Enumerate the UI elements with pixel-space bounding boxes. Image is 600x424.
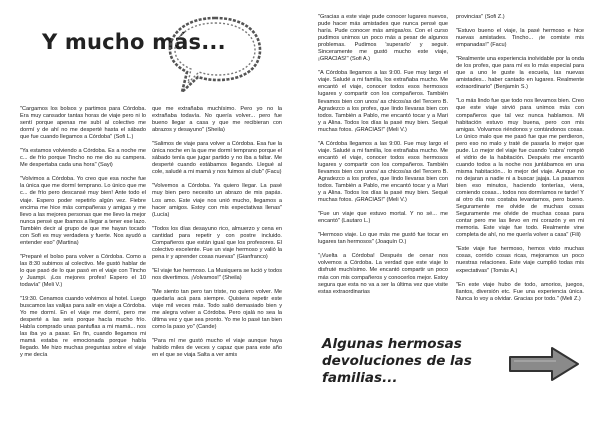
testimonial: "Lo más lindo fue que todo nos llevamos bien. Creo que este viaje sirvió para unirnos más con compañeros que tal vez nunca hablamos. Mi habitación estuvo muy buena, pero con mis amigas. Volvamos riéndonos y contándonos cosas. Lo único malo que me pasó fue que me perdieron, pero eso no malo y traté de pasarla lo mejor que pude. Lo mejor del viaje fue cuando 'cabra' rompió el vidrio de la habitación. Después me encantó cuando todos a la noche nos juntábamos en una misma habitación... lo mejor del viaje. Aunque no no dejaran a nadie ni a buscar jajaja. La pasamos bien eso minutos, haciendo tonterías, viera, comiendo cosas... todos nos dormíamos re tarde! Y al otro día nos costaba levantarnos, pero bueno. Seguramente me olvide de muchas cosas Seguramente me olvide de muchas cosas para contar pero me las llevo en mi corazón y en mi memoria. Este viaje fue todo. Realmente vine completa de ahí, no me quería volver a casa" (Fili)	[456, 98, 584, 239]
testimonial: "Salimos de viaje para volver a Córdoba. Esa fue la única noche en la que me dormí temprano porque el sábado tenía que jugar partido y no iba a faltar. Me desperté cuando estábamos llegando. Llegué al cole, saludé a mi mamá y nos fuimos al club" (Facu)	[152, 141, 282, 176]
testimonial: "El viaje fue hermoso. La Musiquera se lució y todos nos divertimos. ¡Volvamos!" (Sheila)	[152, 267, 282, 281]
testimonial: "Volvimos a Córdoba. Yo creo que esa noche fue la única que me dormí temprano. Lo único que me c... de frío pero descansé muy bien! Ante todo el viaje. Espero poder repetirlo algún vez. Fiebre encima me hice más compañeras y amigas y me llevo a las mejores personas que me llevo la mejor nunca pensé que íbamos a llegar a tener ese lazo. También decir al grupo de que me hayan tocado con Sofi es muy verdadera y fuerte. Nos ayudó a entender eso" (Martina)	[20, 176, 146, 246]
page-title: Y mucho más...	[42, 30, 226, 54]
speech-bubble-icon	[160, 10, 270, 100]
testimonial: "Preparé el bolso para volver a Córdoba. Como a las 8:30 subimos al colectivo. Me gustó hablar de lo que pasó de lo que pasó en el viaje con Tincho y Juampi. ¡Los mejores profes! Espero el 10 todavía" (Meli V.)	[20, 253, 146, 289]
testimonial-column-4	[456, 14, 584, 310]
testimonial: "Para mí me gustó mucho el viaje aunque haya habido miles de veces y capaz que para este año en el que se viaja Salta a ver amis	[152, 338, 282, 359]
testimonial: "Ya estamos volviendo a Córdoba. Es a noche me c... de frío porque Tincho no me dio su campera. Me despertaba cada una hora" (Sayi)	[20, 148, 146, 169]
testimonial: "A Córdoba llegamos a las 9:00. Fue muy largo el viaje. Saludé a mi familia, los extrañaba mucho. Me encantó el viaje, conocer todos esos hermosos lugares y compartir con los compañeros. También llevamos bien con unos/ as chicos/as del Tercero B. Agradezco a los profes, que lindo llevaras bien con todos. También a Pablo, me encantó tocar y a Mari y a Alina. Todos los días la pasé muy bien. Sequé muchas fotos. ¡GRACIAS!" (Meli V.)	[318, 140, 448, 204]
testimonial: "Volvemos a Córdoba. Ya quiero llegar. La pasé muy bien pero necesito un abrazo de mis papás. Los amo. Este viaje nos unió mucho, llegamos a hacer amigos. Estoy con mis expectativas llenas" (Lucía)	[152, 183, 282, 218]
testimonial: "Cargamos los bolsos y partimos para Córdoba. Era muy cansador tantas horas de viaje pero ni lo sentí porque apenas me subí al colectivo me dormí y de ahí no me desperté hasta el sábado que fue cuando llegamos a Córdoba" (Sofi L.)	[20, 106, 146, 141]
testimonial: "19:30. Cenamos cuando volvimos al hotel. Luego buscamos las valijas para salir en viaje a Córdoba. Yo me dormí. En el viaje me dormí, pero me desperté a las seis porque hacía mucho frío. Había comprado unas pantuflas a mi mamá... nos las iba yo a pasar. En fin, cuando llegamos mi mamá estaba re emocionada porque había llegado. Me hizo muchas preguntas sobre el viaje y me decía	[20, 296, 146, 359]
testimonial: "Este viaje fue hermoso, hemos visto muchas cosas, corrido cosas ricas, mejoramos un poco nuestras relaciones. Este viaje cumplió todas mis expectativas" (Tomás A.)	[456, 246, 584, 274]
testimonial: "A Córdoba llegamos a las 9:00. Fue muy largo el viaje. Saludé a mi familia, los extrañaba mucho. Me encantó el viaje, conocer todos esos hermosos lugares y compartir con los compañeros. También llevamos bien con unos/ as chicos/as del Tercero B. Agradezco a los profes, que lindo llevaras bien con todos. También a Pablo, me encantó tocar y a Mari y a Alina. Todos los días la pasé muy bien. Sequé muchas fotos. ¡GRACIAS!" (Meli V.)	[318, 70, 448, 133]
testimonial: "Me siento tan pero tan triste, no quiero volver. Me quedaría acá para siempre. Quisiera repetir este viaje mil veces más. Todo salió demasiado bien y me alegra volver a Córdoba. Pero ojalá no sea la última vez y que sea pronto. Yo me lo pasé tan bien como la paso yo" (Cande)	[152, 288, 282, 331]
testimonial: "Fue un viaje que estuvo mortal. Y no sé... me encantó" (Lautaro L.)	[318, 211, 448, 225]
testimonial: "¡Vuelta a Córdoba! Después de cenar nos volvemos a Córdoba. La verdad que este viaje lo disfruté muchísimo. Me encantó compartir un poco más con mis compañeros y conocerlos mejor. Estoy segura que esta no va a ser la última vez que visite estas extraordinarias	[318, 253, 448, 295]
testimonial: "Gracias a este viaje pude conocer lugares nuevos, pude hacer más amistades que nunca pensé que haría. Pude conocer más amigas/os. Con el curso pudimos unirnos un poco más a pesar de algunos problemas. Pudimos 'superarlo' y seguir. Sinceramente me gustó mucho este viaje, ¡GRACIAS!" (Sofi A.)	[318, 14, 448, 63]
testimonial: "Realmente una experiencia inolvidable por la onda de los profes, que para mí es lo más especial para que a uno le guste la escuela, las nuevas amistades... haber cantado en lugares. Realmente extraordinario" (Benjamín S.)	[456, 56, 584, 91]
right-arrow-icon	[506, 344, 582, 384]
testimonial-column-2	[152, 106, 282, 366]
testimonial: que me extrañaba muchísimo. Pero yo no la extrañaba todavía. No quería volver... pero fue bueno llegar a casa y que me recibieran con abrazos y desayuno" (Sheila)	[152, 106, 282, 134]
testimonial: provincias" (Sofi Z.)	[456, 14, 505, 20]
testimonial: "Todos los días desayuno rico, almuerzo y cena en cantidad para repetir y con postre incluido. Compañeros que están igual que los profesores. El colectivo excelente. Fue un viaje hermoso y valió la pena ir y aprender cosas nuevas" (Gianfranco)	[152, 225, 282, 260]
testimonial: "Hermoso viaje. Lo que más me gustó fue tocar en lugares tan hermosos" (Joaquín O.)	[318, 232, 448, 246]
testimonial: "En este viaje hubo de todo, amorios, juegos, llantos, diversión etc. Fue una experiencia única. Nunca lo voy a olvidar. Gracias por todo." (Meli Z.)	[456, 281, 584, 302]
testimonial: "Estuvo bueno el viaje, la pasé hermoso e hice nuevas amistades. Tincho... ¡te comiste mis empanadas!" (Facu)	[456, 28, 584, 49]
testimonial-column-1	[20, 106, 146, 367]
testimonial-column-3	[318, 14, 448, 303]
families-feedback-heading: Algunas hermosas devoluciones de las familias...	[322, 336, 472, 386]
